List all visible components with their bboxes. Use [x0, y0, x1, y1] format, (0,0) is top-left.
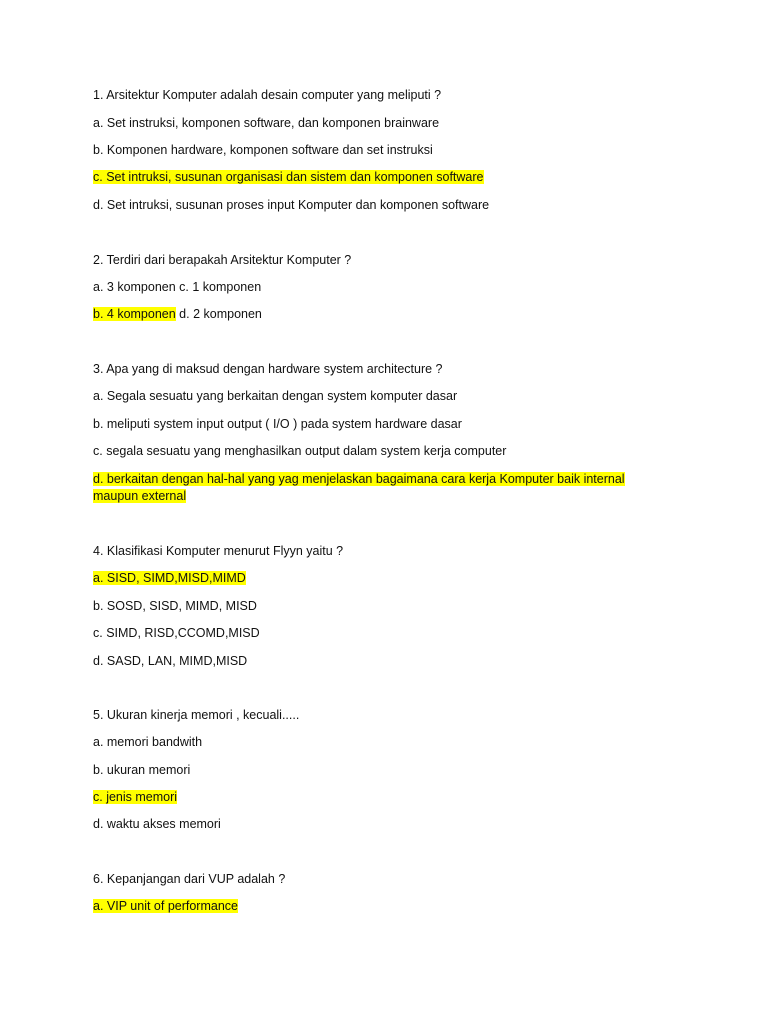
question-5: 5. Ukuran kinerja memori , kecuali..... — [93, 708, 300, 722]
question-1: 1. Arsitektur Komputer adalah desain computer yang meliputi ? — [93, 88, 442, 102]
highlighted-answer: maupun external — [93, 489, 187, 503]
q3-option-d-answer-cont — [93, 488, 186, 505]
highlighted-answer: c. Set intruksi, susunan organisasi dan sistem dan komponen software — [93, 170, 484, 184]
question-3: 3. Apa yang di maksud dengan hardware system architecture ? — [93, 362, 443, 376]
q5-option-b: b. ukuran memori — [93, 763, 191, 777]
q5-option-d: d. waktu akses memori — [93, 817, 221, 831]
q3-option-a: a. Segala sesuatu yang berkaitan dengan system komputer dasar — [93, 389, 458, 403]
q5-option-a: a. memori bandwith — [93, 735, 203, 749]
q3-option-b: b. meliputi system input output ( I/O ) pada system hardware dasar — [93, 417, 462, 431]
q1-option-a: a. Set instruksi, komponen software, dan komponen brainware — [93, 116, 440, 130]
q1-option-d: d. Set intruksi, susunan proses input Komputer dan komponen software — [93, 198, 490, 212]
q3-option-d-answer — [93, 471, 625, 488]
highlighted-answer: b. 4 komponen — [93, 307, 176, 321]
q1-option-b: b. Komponen hardware, komponen software dan set instruksi — [93, 143, 433, 157]
q2-option-d: d. 2 komponen — [175, 307, 262, 321]
highlighted-answer: a. SISD, SIMD,MISD,MIMD — [93, 571, 246, 585]
q6-option-a-answer — [93, 898, 238, 915]
q4-option-b: b. SOSD, SISD, MIMD, MISD — [93, 599, 257, 613]
highlighted-answer: c. jenis memori — [93, 790, 178, 804]
q2-options-b-d — [93, 306, 262, 323]
q3-option-c: c. segala sesuatu yang menghasilkan output dalam system kerja computer — [93, 444, 507, 458]
question-2: 2. Terdiri dari berapakah Arsitektur Komputer ? — [93, 253, 352, 267]
q4-option-c: c. SIMD, RISD,CCOMD,MISD — [93, 626, 260, 640]
question-6: 6. Kepanjangan dari VUP adalah ? — [93, 872, 286, 886]
q2-options-a-c: a. 3 komponen c. 1 komponen — [93, 280, 262, 294]
highlighted-answer: d. berkaitan dengan hal-hal yang yag menjelaskan bagaimana cara kerja Komputer baik internal — [93, 472, 625, 486]
q4-option-a-answer — [93, 570, 246, 587]
question-4: 4. Klasifikasi Komputer menurut Flyyn yaitu ? — [93, 544, 344, 558]
q1-option-c-answer — [93, 169, 484, 186]
highlighted-answer: a. VIP unit of performance — [93, 899, 238, 913]
q5-option-c-answer — [93, 789, 177, 806]
q4-option-d: d. SASD, LAN, MIMD,MISD — [93, 654, 248, 668]
